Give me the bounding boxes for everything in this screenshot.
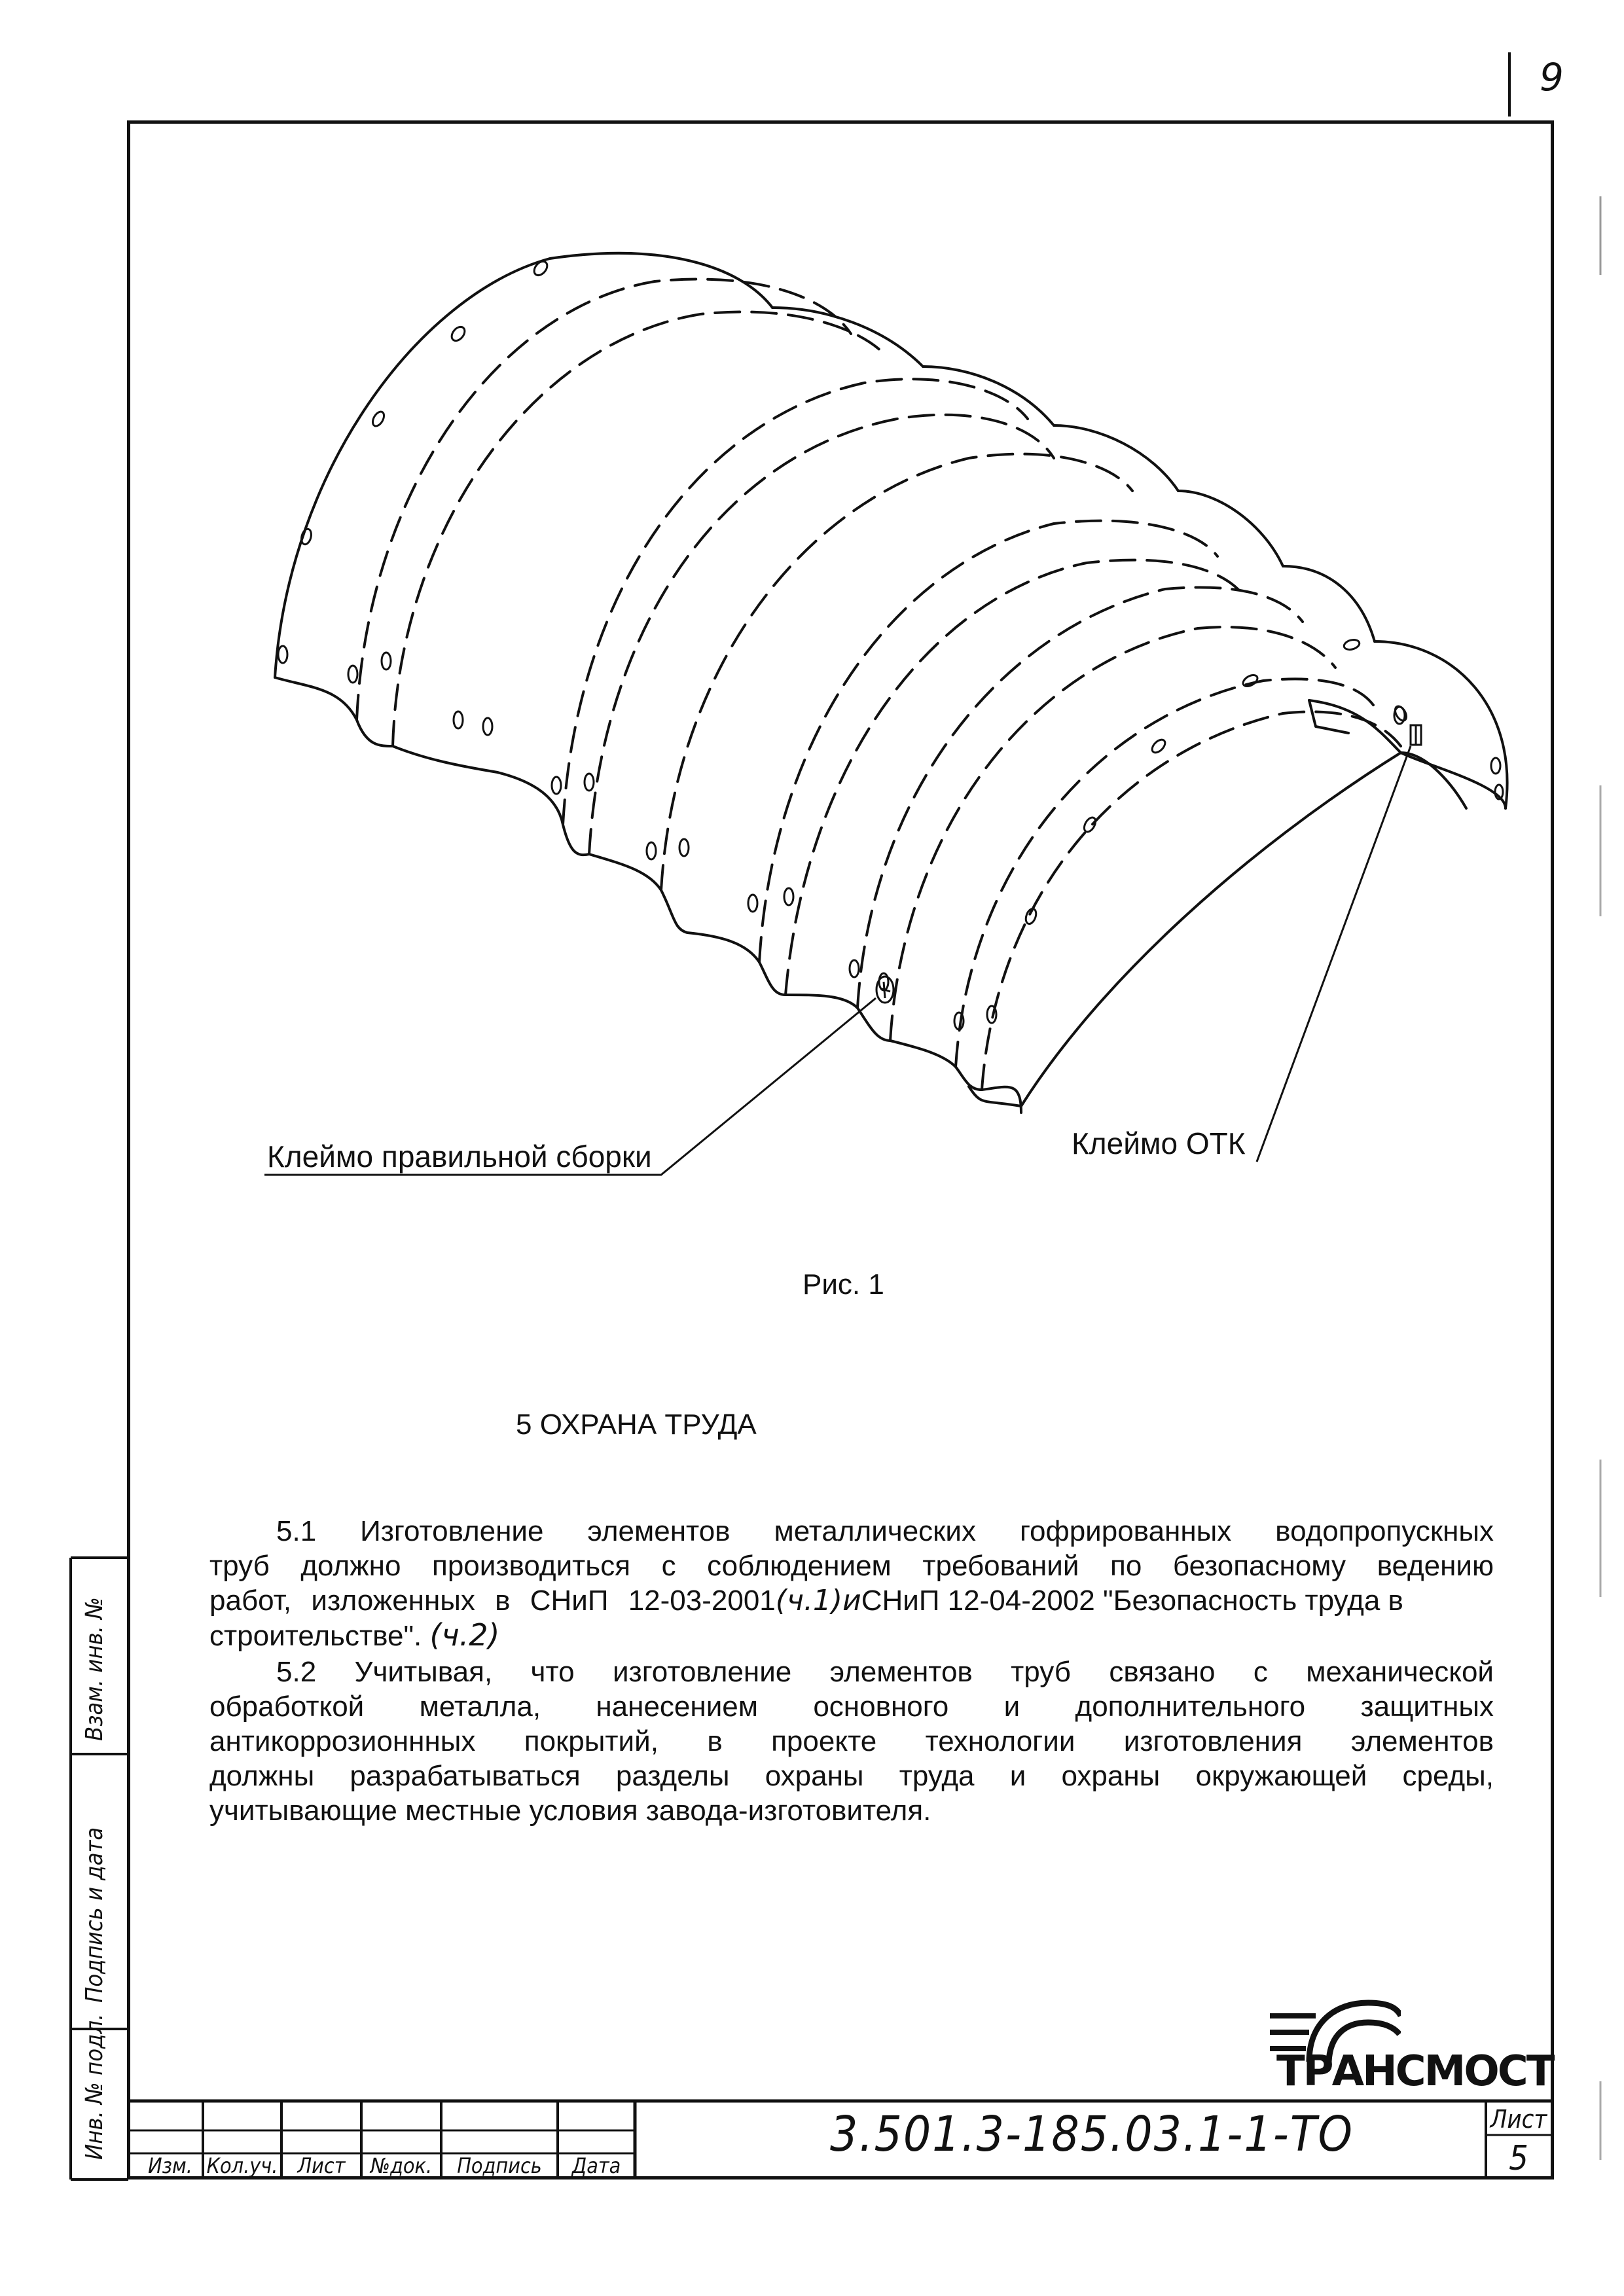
section-heading: 5 ОХРАНА ТРУДА — [516, 1408, 757, 1441]
p1-line-4: строительстве". — [209, 1620, 422, 1652]
tb-col-izm: Изм. — [148, 2153, 192, 2178]
handwritten-note-part1: (ч.1)и — [775, 1584, 861, 1617]
side-label-podpis-data: Подпись и дата — [81, 1827, 108, 2003]
handwritten-note-part2: (ч.2) — [429, 1617, 500, 1653]
tb-col-kol-uch: Кол.уч. — [206, 2153, 278, 2178]
page-number: 9 — [1540, 55, 1564, 99]
side-label-inv-podl: Инв. № подл. — [81, 2013, 108, 2160]
p1-line-1: 5.1 Изготовление элементов металлических гофрированных водопропускных — [276, 1515, 1494, 1547]
tb-col-n-dok: №док. — [370, 2153, 432, 2178]
paragraph-5-2-line-4: должны разрабатываться разделы охраны труда и охраны окружающей среды, — [209, 1760, 1494, 1792]
p2-line-1: 5.2 Учитывая, что изготовление элементов труб связано с механической — [276, 1656, 1494, 1688]
tb-col-list: Лист — [297, 2153, 346, 2178]
paragraph-5-2-line-3: антикоррозионнных покрытий, в проекте технологии изготовления элементов — [209, 1725, 1494, 1757]
sheet-number: 5 — [1509, 2139, 1528, 2178]
tb-col-data: Дата — [571, 2153, 621, 2178]
figure-caption: Рис. 1 — [803, 1268, 884, 1300]
callout-otk-stamp: Клеймо ОТК — [1072, 1126, 1246, 1160]
side-label-vzam-inv: Взам. инв. № — [81, 1597, 108, 1741]
paragraph-5-2-line-5: учитывающие местные условия завода-изготовителя. — [209, 1795, 931, 1827]
transmost-logo-text: ТРАНСМОСТ — [1276, 2047, 1553, 2096]
tb-col-podpis: Подпись — [457, 2153, 542, 2178]
p1-line-3-tail: СНиП 12-04-2002 "Безопасность труда в — [861, 1585, 1403, 1617]
paragraph-5-2-line-2: обработкой металла, нанесением основного и дополнительного защитных — [209, 1691, 1494, 1723]
callout-assembly-stamp: Клеймо правильной сборки — [267, 1139, 652, 1174]
sheet-label: Лист — [1490, 2105, 1547, 2134]
document-code: 3.501.3-185.03.1-1-ТО — [830, 2106, 1354, 2162]
paragraph-5-1-line-2: труб должно производиться с соблюдением требований по безопасному ведению — [209, 1550, 1494, 1582]
p1-line-3-head: работ, изложенных в СНиП 12-03-2001 — [209, 1585, 776, 1617]
